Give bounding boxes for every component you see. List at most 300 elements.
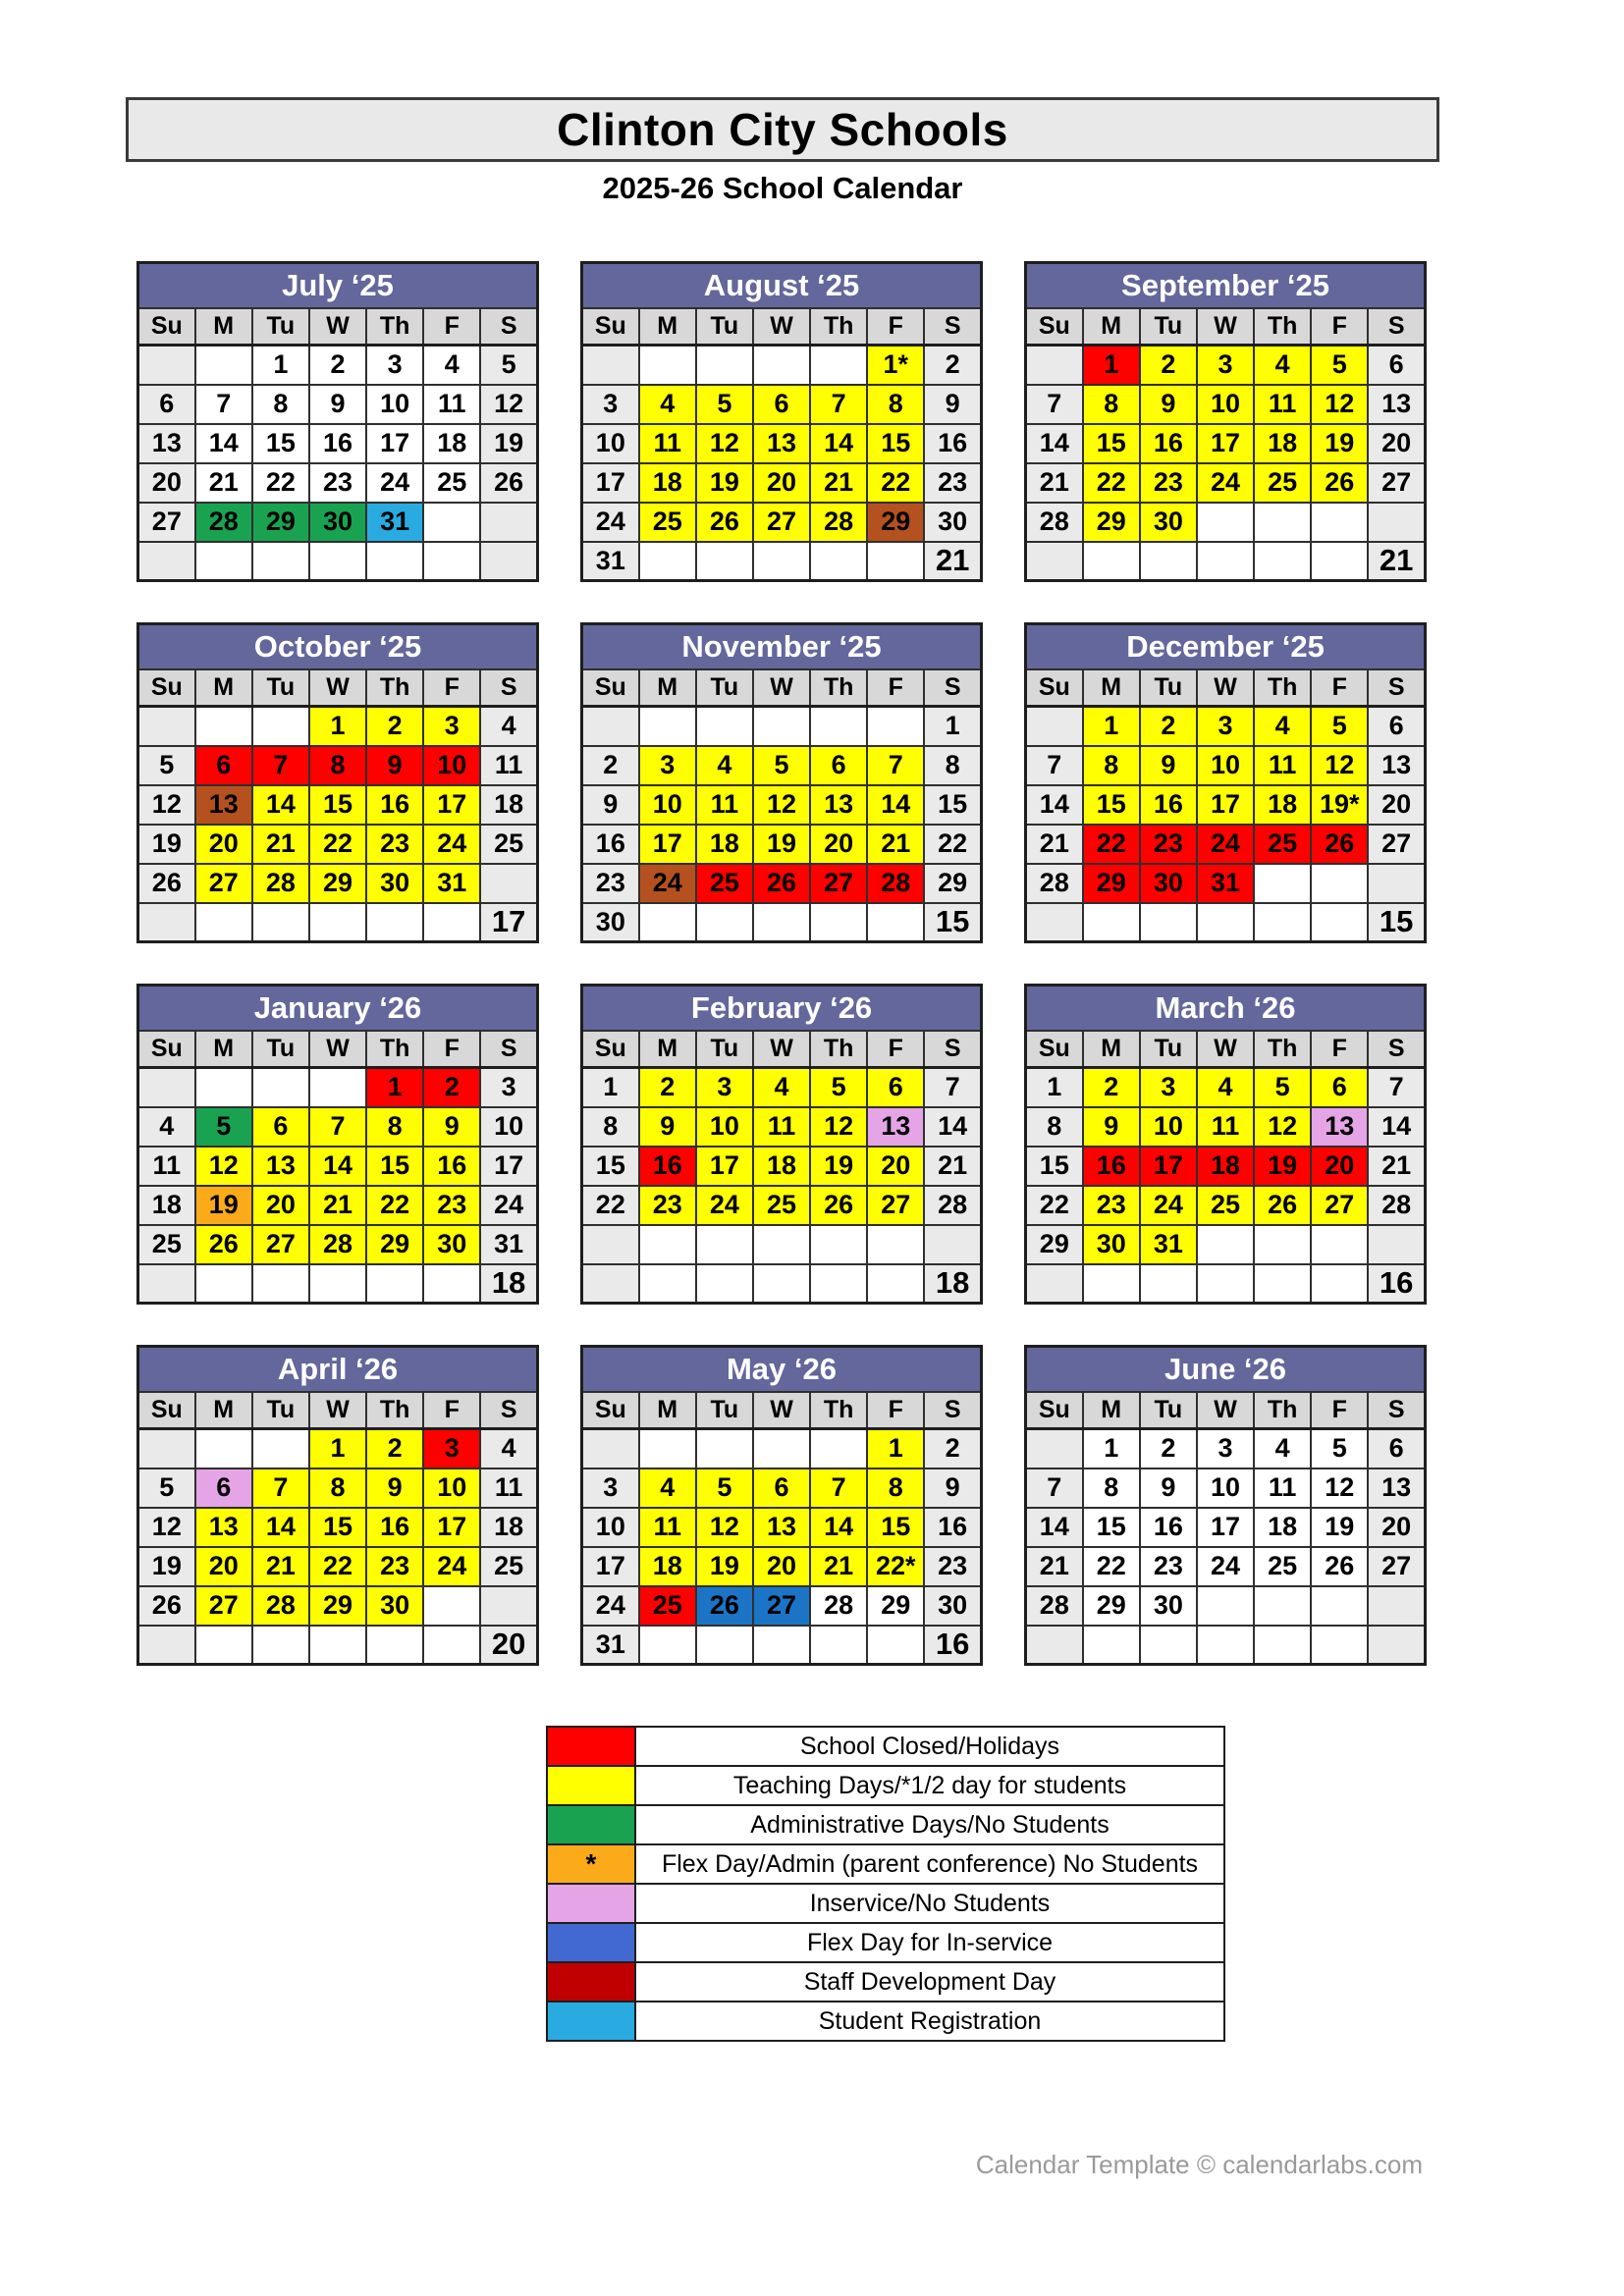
month-header: April ‘26 (138, 1347, 538, 1392)
weekday-header: Tu (252, 669, 309, 707)
day-cell: 24 (1197, 463, 1254, 503)
weekday-header: F (867, 1031, 924, 1068)
day-cell: 17 (366, 424, 423, 463)
weekday-header: M (1083, 1392, 1140, 1429)
day-cell (810, 1429, 867, 1468)
day-cell: 16 (924, 1508, 981, 1547)
day-cell (138, 542, 195, 581)
day-cell: 30 (1083, 1225, 1140, 1264)
day-cell: 15 (582, 1147, 639, 1186)
day-cell: 20 (867, 1147, 924, 1186)
day-cell: 8 (867, 385, 924, 424)
day-cell: 5 (195, 1107, 252, 1147)
weekday-header: Tu (252, 1031, 309, 1068)
day-cell: 18 (138, 1186, 195, 1225)
day-cell: 10 (696, 1107, 753, 1147)
day-cell (810, 542, 867, 581)
day-cell: 2 (309, 346, 366, 385)
day-cell: 28 (867, 864, 924, 903)
day-cell: 25 (1197, 1186, 1254, 1225)
day-cell: 7 (1026, 385, 1083, 424)
day-cell (696, 346, 753, 385)
day-cell: 25 (639, 1586, 696, 1626)
day-cell: 17 (480, 1147, 537, 1186)
month-header: July ‘25 (138, 263, 538, 308)
day-cell: 15 (309, 1508, 366, 1547)
day-cell: 5 (753, 746, 810, 785)
day-cell: 11 (1197, 1107, 1254, 1147)
day-cell: 23 (924, 1547, 981, 1586)
month-table-april-26 (136, 1345, 539, 1666)
day-cell: 26 (195, 1225, 252, 1264)
day-cell: 9 (1140, 1468, 1197, 1508)
day-cell: 13 (810, 785, 867, 825)
month-table-february-26 (580, 984, 983, 1305)
weekday-header: S (480, 308, 537, 346)
day-cell: 14 (810, 424, 867, 463)
day-cell: 11 (138, 1147, 195, 1186)
weekday-header: Th (1254, 1031, 1311, 1068)
weekday-header: Su (138, 669, 195, 707)
month-day-count: 21 (924, 542, 981, 581)
legend-swatch (547, 1923, 635, 1962)
weekday-header: W (1197, 308, 1254, 346)
day-cell (423, 1586, 480, 1626)
day-cell: 15 (1026, 1147, 1083, 1186)
day-cell (1254, 1264, 1311, 1304)
day-cell (753, 346, 810, 385)
day-cell (138, 903, 195, 942)
day-cell: 23 (309, 463, 366, 503)
day-cell: 11 (639, 1508, 696, 1547)
day-cell: 10 (1197, 1468, 1254, 1508)
day-cell: 17 (1197, 1508, 1254, 1547)
day-cell (582, 346, 639, 385)
day-cell: 24 (639, 864, 696, 903)
day-cell: 6 (252, 1107, 309, 1147)
day-cell: 8 (1026, 1107, 1083, 1147)
day-cell: 8 (582, 1107, 639, 1147)
weekday-header: Th (366, 1031, 423, 1068)
day-cell (309, 542, 366, 581)
day-cell: 10 (480, 1107, 537, 1147)
day-cell: 4 (1254, 707, 1311, 746)
day-cell: 27 (195, 1586, 252, 1626)
day-cell: 21 (810, 1547, 867, 1586)
weekday-header: W (753, 1392, 810, 1429)
day-cell: 24 (582, 503, 639, 542)
day-cell: 30 (423, 1225, 480, 1264)
day-cell: 2 (582, 746, 639, 785)
day-cell: 5 (138, 746, 195, 785)
day-cell: 9 (582, 785, 639, 825)
day-cell: 11 (639, 424, 696, 463)
day-cell: 4 (639, 385, 696, 424)
day-cell: 8 (867, 1468, 924, 1508)
day-cell (582, 1225, 639, 1264)
day-cell: 19 (480, 424, 537, 463)
weekday-header: F (1311, 308, 1368, 346)
day-cell: 18 (1254, 424, 1311, 463)
day-cell (252, 542, 309, 581)
day-cell: 14 (1026, 1508, 1083, 1547)
weekday-header: F (867, 1392, 924, 1429)
legend-swatch (547, 1766, 635, 1805)
day-cell: 29 (309, 864, 366, 903)
day-cell (252, 1068, 309, 1107)
weekday-header: Th (810, 1392, 867, 1429)
day-cell: 7 (1026, 1468, 1083, 1508)
day-cell: 3 (480, 1068, 537, 1107)
day-cell: 11 (480, 746, 537, 785)
day-cell: 31 (1140, 1225, 1197, 1264)
day-cell (1026, 707, 1083, 746)
weekday-header: F (423, 669, 480, 707)
day-cell: 3 (1197, 1429, 1254, 1468)
day-cell (867, 1626, 924, 1665)
day-cell: 26 (480, 463, 537, 503)
day-cell: 29 (867, 1586, 924, 1626)
day-cell (639, 707, 696, 746)
day-cell: 7 (252, 1468, 309, 1508)
day-cell: 24 (423, 1547, 480, 1586)
weekday-header: Th (1254, 1392, 1311, 1429)
day-cell (309, 1264, 366, 1304)
day-cell (1197, 1225, 1254, 1264)
weekday-header: S (1368, 669, 1425, 707)
day-cell: 28 (309, 1225, 366, 1264)
day-cell: 27 (753, 1586, 810, 1626)
day-cell: 28 (252, 864, 309, 903)
day-cell: 12 (1254, 1107, 1311, 1147)
day-cell (639, 1225, 696, 1264)
month-table-september-25 (1024, 261, 1427, 582)
day-cell: 19* (1311, 785, 1368, 825)
day-cell: 5 (1311, 346, 1368, 385)
day-cell: 19 (1311, 1508, 1368, 1547)
day-cell (639, 346, 696, 385)
day-cell: 21 (252, 825, 309, 864)
footer-credit: Calendar Template © calendarlabs.com (975, 2150, 1423, 2179)
weekday-header: Tu (696, 308, 753, 346)
month-table-december-25 (1024, 622, 1427, 943)
months-grid (136, 261, 1427, 1666)
day-cell: 25 (1254, 1547, 1311, 1586)
day-cell (924, 1225, 981, 1264)
weekday-header: F (423, 1031, 480, 1068)
day-cell: 1 (1026, 1068, 1083, 1107)
day-cell: 9 (639, 1107, 696, 1147)
day-cell (1254, 1586, 1311, 1626)
day-cell (366, 903, 423, 942)
day-cell: 8 (309, 1468, 366, 1508)
month-header: January ‘26 (138, 986, 538, 1031)
day-cell: 1 (309, 707, 366, 746)
day-cell: 26 (1311, 1547, 1368, 1586)
day-cell (480, 503, 537, 542)
day-cell (1311, 503, 1368, 542)
day-cell (252, 707, 309, 746)
day-cell: 5 (480, 346, 537, 385)
day-cell (1368, 1225, 1425, 1264)
day-cell (138, 1068, 195, 1107)
day-cell: 22 (1083, 1547, 1140, 1586)
weekday-header: Th (810, 308, 867, 346)
day-cell: 26 (138, 1586, 195, 1626)
day-cell (195, 1429, 252, 1468)
day-cell (1254, 542, 1311, 581)
day-cell: 19 (696, 1547, 753, 1586)
day-cell: 7 (924, 1068, 981, 1107)
weekday-header: Tu (1140, 308, 1197, 346)
day-cell: 29 (867, 503, 924, 542)
day-cell (867, 542, 924, 581)
weekday-header: S (924, 308, 981, 346)
day-cell (810, 903, 867, 942)
day-cell: 7 (1368, 1068, 1425, 1107)
day-cell (423, 542, 480, 581)
day-cell: 27 (1368, 1547, 1425, 1586)
legend-swatch: * (547, 1844, 635, 1884)
day-cell: 27 (195, 864, 252, 903)
day-cell (195, 1068, 252, 1107)
day-cell (252, 1429, 309, 1468)
day-cell: 4 (423, 346, 480, 385)
day-cell (696, 1264, 753, 1304)
day-cell: 2 (366, 1429, 423, 1468)
day-cell: 4 (480, 1429, 537, 1468)
day-cell: 21 (810, 463, 867, 503)
day-cell (696, 1225, 753, 1264)
day-cell: 8 (1083, 746, 1140, 785)
day-cell: 20 (1311, 1147, 1368, 1186)
day-cell (867, 1264, 924, 1304)
weekday-header: Su (1026, 1031, 1083, 1068)
month-day-count: 21 (1368, 542, 1425, 581)
legend-label: Administrative Days/No Students (635, 1805, 1224, 1844)
month-table-june-26 (1024, 1345, 1427, 1666)
day-cell: 13 (753, 1508, 810, 1547)
day-cell: 19 (1311, 424, 1368, 463)
day-cell: 9 (366, 1468, 423, 1508)
day-cell: 6 (195, 1468, 252, 1508)
legend-row (547, 1884, 1224, 1923)
weekday-header: Su (582, 669, 639, 707)
day-cell (1197, 1586, 1254, 1626)
day-cell (1311, 1264, 1368, 1304)
day-cell: 13 (1368, 385, 1425, 424)
day-cell: 24 (582, 1586, 639, 1626)
day-cell: 7 (309, 1107, 366, 1147)
day-cell: 30 (924, 503, 981, 542)
day-cell: 9 (366, 746, 423, 785)
day-cell: 20 (1368, 785, 1425, 825)
day-cell: 15 (867, 424, 924, 463)
weekday-header: Th (366, 1392, 423, 1429)
day-cell: 22 (582, 1186, 639, 1225)
legend-row (547, 1923, 1224, 1962)
day-cell: 13 (1368, 746, 1425, 785)
day-cell (1197, 1626, 1254, 1665)
weekday-header: S (924, 1392, 981, 1429)
day-cell: 14 (252, 785, 309, 825)
day-cell: 9 (1140, 385, 1197, 424)
day-cell (309, 903, 366, 942)
day-cell: 26 (1254, 1186, 1311, 1225)
day-cell: 12 (753, 785, 810, 825)
day-cell: 16 (1140, 785, 1197, 825)
weekday-header: F (423, 1392, 480, 1429)
day-cell (1311, 903, 1368, 942)
day-cell: 15 (924, 785, 981, 825)
day-cell: 22 (309, 1547, 366, 1586)
day-cell: 17 (696, 1147, 753, 1186)
weekday-header: Tu (1140, 669, 1197, 707)
day-cell: 26 (1311, 463, 1368, 503)
day-cell (639, 1264, 696, 1304)
day-cell: 9 (1140, 746, 1197, 785)
day-cell: 19 (696, 463, 753, 503)
day-cell: 11 (480, 1468, 537, 1508)
day-cell: 31 (1197, 864, 1254, 903)
weekday-header: Tu (696, 669, 753, 707)
month-day-count: 15 (1368, 903, 1425, 942)
day-cell: 1 (1083, 346, 1140, 385)
day-cell (252, 1626, 309, 1665)
day-cell: 28 (810, 503, 867, 542)
day-cell: 27 (138, 503, 195, 542)
weekday-header: W (309, 1392, 366, 1429)
day-cell (1026, 1429, 1083, 1468)
day-cell: 28 (1026, 503, 1083, 542)
day-cell: 14 (195, 424, 252, 463)
day-cell: 6 (195, 746, 252, 785)
day-cell (1311, 542, 1368, 581)
day-cell: 25 (696, 864, 753, 903)
day-cell: 14 (309, 1147, 366, 1186)
day-cell: 7 (1026, 746, 1083, 785)
weekday-header: Su (138, 308, 195, 346)
day-cell: 5 (810, 1068, 867, 1107)
day-cell: 24 (1197, 1547, 1254, 1586)
day-cell (1197, 1264, 1254, 1304)
day-cell: 7 (252, 746, 309, 785)
day-cell: 28 (1368, 1186, 1425, 1225)
day-cell: 4 (138, 1107, 195, 1147)
day-cell: 18 (696, 825, 753, 864)
day-cell (1197, 503, 1254, 542)
day-cell: 3 (366, 346, 423, 385)
day-cell (366, 542, 423, 581)
day-cell: 2 (1083, 1068, 1140, 1107)
day-cell: 26 (138, 864, 195, 903)
day-cell: 11 (1254, 385, 1311, 424)
day-cell: 27 (252, 1225, 309, 1264)
day-cell: 14 (867, 785, 924, 825)
title-box (126, 97, 1439, 162)
day-cell: 20 (252, 1186, 309, 1225)
day-cell: 29 (1083, 503, 1140, 542)
day-cell (1026, 542, 1083, 581)
legend-swatch (547, 1727, 635, 1766)
weekday-header: Th (1254, 308, 1311, 346)
day-cell: 25 (753, 1186, 810, 1225)
day-cell: 19 (1254, 1147, 1311, 1186)
day-cell: 28 (810, 1586, 867, 1626)
day-cell: 22* (867, 1547, 924, 1586)
day-cell: 7 (867, 746, 924, 785)
weekday-header: S (480, 669, 537, 707)
legend-row (547, 2002, 1224, 2041)
day-cell (753, 1225, 810, 1264)
day-cell (480, 1586, 537, 1626)
day-cell: 21 (924, 1147, 981, 1186)
legend-label: Flex Day for In-service (635, 1923, 1224, 1962)
day-cell: 17 (639, 825, 696, 864)
day-cell: 25 (1254, 825, 1311, 864)
day-cell (423, 903, 480, 942)
day-cell (696, 1626, 753, 1665)
weekday-header: W (1197, 669, 1254, 707)
day-cell: 17 (423, 1508, 480, 1547)
day-cell: 9 (924, 1468, 981, 1508)
day-cell: 20 (753, 463, 810, 503)
day-cell (195, 542, 252, 581)
day-cell: 5 (696, 385, 753, 424)
month-table-november-25 (580, 622, 983, 943)
day-cell: 18 (1197, 1147, 1254, 1186)
day-cell: 6 (753, 1468, 810, 1508)
day-cell (1254, 864, 1311, 903)
day-cell: 10 (639, 785, 696, 825)
day-cell: 2 (924, 1429, 981, 1468)
weekday-header: M (195, 669, 252, 707)
day-cell: 10 (423, 746, 480, 785)
day-cell: 4 (753, 1068, 810, 1107)
day-cell: 17 (1197, 424, 1254, 463)
page-subtitle: 2025-26 School Calendar (602, 171, 963, 205)
day-cell: 24 (1140, 1186, 1197, 1225)
weekday-header: M (1083, 308, 1140, 346)
day-cell: 14 (1026, 785, 1083, 825)
month-day-count: 18 (480, 1264, 537, 1304)
day-cell: 19 (195, 1186, 252, 1225)
day-cell: 1 (1083, 1429, 1140, 1468)
day-cell: 3 (423, 1429, 480, 1468)
day-cell (753, 1264, 810, 1304)
day-cell: 9 (309, 385, 366, 424)
weekday-header: Tu (696, 1031, 753, 1068)
day-cell: 19 (810, 1147, 867, 1186)
weekday-header: Th (810, 1031, 867, 1068)
day-cell (753, 1626, 810, 1665)
weekday-header: Th (1254, 669, 1311, 707)
day-cell (1140, 903, 1197, 942)
month-header: September ‘25 (1026, 263, 1426, 308)
day-cell: 21 (1368, 1147, 1425, 1186)
day-cell (582, 707, 639, 746)
day-cell (696, 1429, 753, 1468)
day-cell (423, 503, 480, 542)
weekday-header: Th (366, 308, 423, 346)
weekday-header: S (924, 669, 981, 707)
weekday-header: W (309, 669, 366, 707)
day-cell: 14 (1026, 424, 1083, 463)
day-cell: 30 (366, 864, 423, 903)
day-cell: 12 (810, 1107, 867, 1147)
day-cell: 10 (1140, 1107, 1197, 1147)
day-cell (1368, 1626, 1425, 1665)
